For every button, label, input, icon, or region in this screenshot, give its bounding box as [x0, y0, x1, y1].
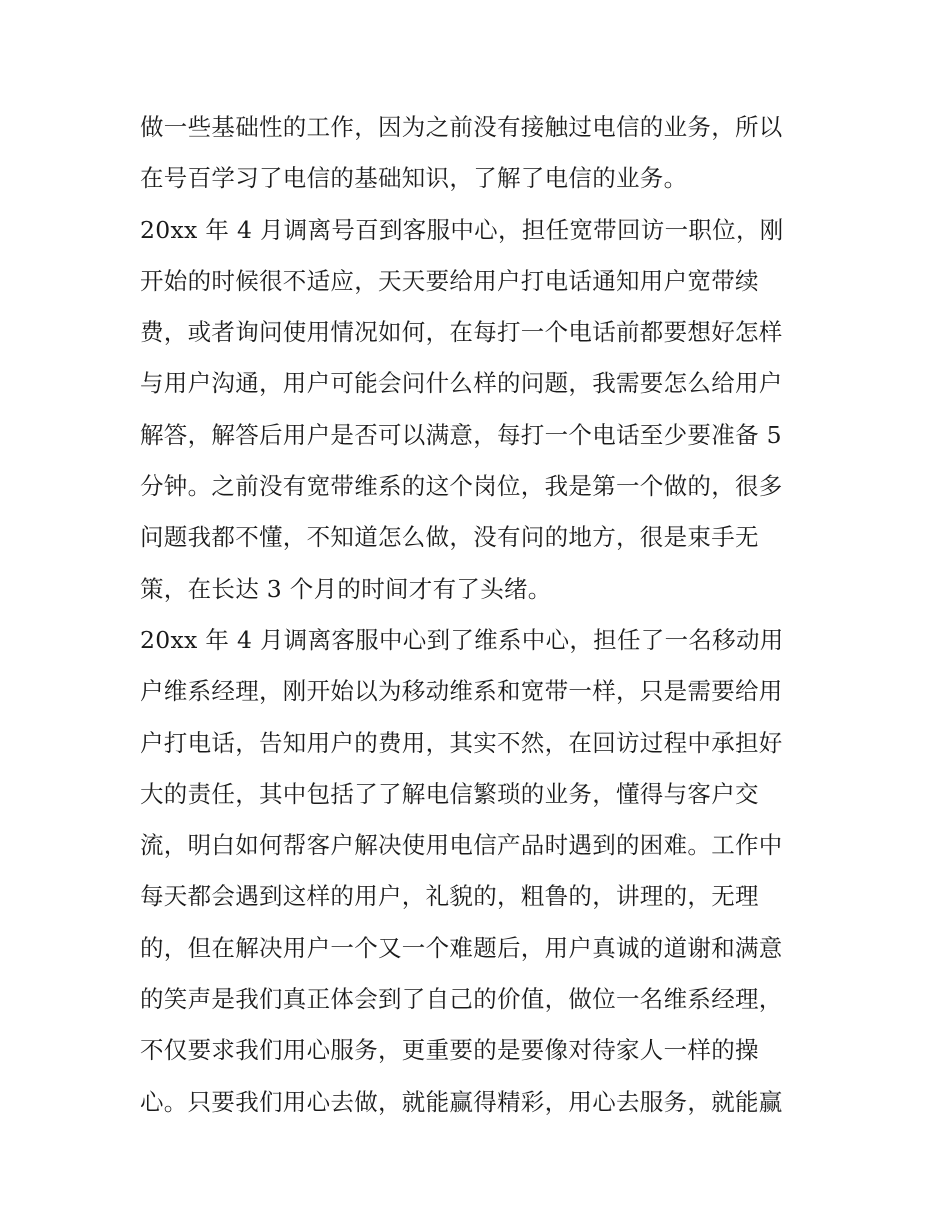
- body-text: [140, 102, 820, 1128]
- text-line: 不仅要求我们用心服务，更重要的是要像对待家人一样的操: [140, 1036, 759, 1065]
- text-line: 在号百学习了电信的基础知识，了解了电信的业务。: [140, 164, 688, 193]
- text-line: 20xx 年 4 月调离客服中心到了维系中心，担任了一名移动用: [140, 625, 784, 654]
- text-line: 每天都会遇到这样的用户，礼貌的，粗鲁的，讲理的，无理: [140, 882, 759, 911]
- text-line: 解答，解答后用户是否可以满意，每打一个电话至少要准备 5: [140, 420, 782, 449]
- text-line: 流，明白如何帮客户解决使用电信产品时遇到的困难。工作中: [140, 831, 783, 860]
- text-line: 心。只要我们用心去做，就能赢得精彩，用心去服务，就能赢: [140, 1087, 783, 1116]
- text-line: 的笑声是我们真正体会到了自己的价值，做位一名维系经理，: [140, 985, 783, 1014]
- text-line: 问题我都不懂，不知道怎么做，没有问的地方，很是束手无: [140, 523, 759, 552]
- text-line: 户维系经理，刚开始以为移动维系和宽带一样，只是需要给用: [140, 677, 783, 706]
- text-line: 与用户沟通，用户可能会问什么样的问题，我需要怎么给用户: [140, 369, 783, 398]
- text-line: 20xx 年 4 月调离号百到客服中心，担任宽带回访一职位，刚: [140, 215, 784, 244]
- text-line: 做一些基础性的工作，因为之前没有接触过电信的业务，所以: [140, 113, 783, 141]
- text-line: 大的责任，其中包括了了解电信繁琐的业务，懂得与客户交: [140, 779, 759, 808]
- text-line: 开始的时候很不适应，天天要给用户打电话通知用户宽带续: [140, 266, 759, 295]
- text-line: 户打电话，告知用户的费用，其实不然，在回访过程中承担好: [140, 728, 783, 757]
- text-line: 分钟。之前没有宽带维系的这个岗位，我是第一个做的，很多: [140, 472, 783, 501]
- text-line: 费，或者询问使用情况如何，在每打一个电话前都要想好怎样: [140, 318, 783, 347]
- text-line: 策，在长达 3 个月的时间才有了头绪。: [140, 574, 552, 603]
- text-line: 的，但在解决用户一个又一个难题后，用户真诚的道谢和满意: [140, 933, 783, 962]
